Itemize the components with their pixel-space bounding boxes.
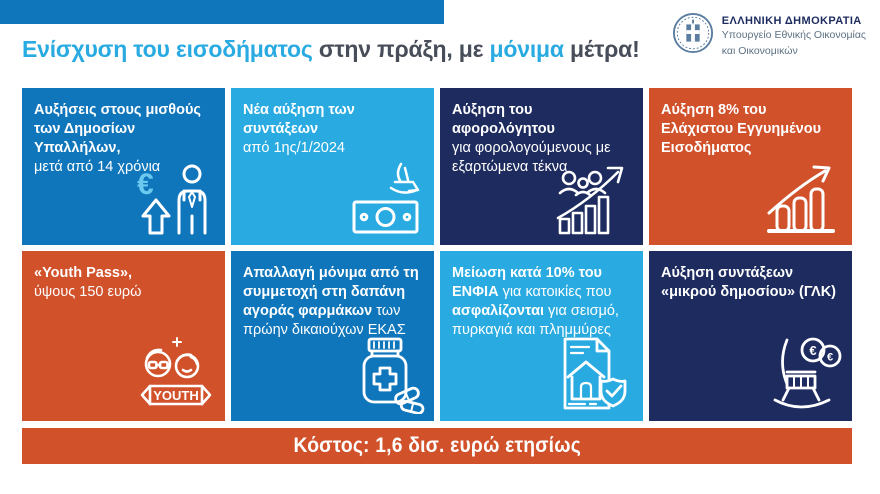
title-part-accent-2: μόνιμα [489,36,564,62]
logo-org-name: ΕΛΛΗΝΙΚΗ ΔΗΜΟΚΡΑΤΙΑ [721,15,862,27]
page-title [22,36,662,63]
svg-text:€: € [137,168,154,201]
title-part-accent-1: Ενίσχυση του εισοδήματος [22,36,313,62]
tile-text-bold: «Youth Pass», [34,265,133,281]
tile-text-normal: για σεισμό, πυρκαγιά και πλημμύρες [452,302,619,338]
tile-text-normal: των πρώην δικαιούχων ΕΚΑΣ [243,302,406,338]
title-part-dark-1: στην πράξη, με [312,36,490,62]
tile-text-normal: μετά από 14 χρόνια [34,158,161,175]
svg-text:€: € [809,343,817,358]
tile-medicine-exemption [231,251,434,421]
youth-pass-icon [136,334,216,414]
tile-pension-increase [231,88,434,245]
tile-text-normal: για κατοικίες που [502,283,612,300]
measures-grid [22,88,852,421]
tile-minimum-income [649,88,852,245]
cost-banner [22,428,852,464]
svg-text:€: € [826,351,834,364]
tile-text [661,264,840,302]
tile-text-bold: Αύξηση 8% του Ελάχιστου Εγγυημένου Εισοδήματος [661,102,822,156]
tile-youth-pass [22,251,225,421]
logo-dept-line1: Υπουργείο Εθνικής Οικονομίας [721,29,866,41]
tile-text-bold: Μείωση κατά 10% του ΕΝΦΙΑ [452,265,602,300]
youth-banner-label: YOUTH [153,388,199,403]
tile-text [452,264,631,339]
euro-person-raise-icon [136,158,216,238]
tile-text-normal: από 1ης/1/2024 [243,139,345,156]
tile-tax-free-threshold [440,88,643,245]
tile-text-bold: Αύξηση του αφορολόγητου [452,102,556,137]
tile-text-bold: ασφαλίζονται [452,302,549,319]
tile-text-normal: για φορολογούμενους με εξαρτώμενα τέκνα [452,139,611,175]
tile-text-bold: Νέα αύξηση των συντάξεων [243,102,355,137]
logo-text [722,12,866,58]
tile-text-bold: Απαλλαγή μόνιμα από τη συμμετοχή στη δαπάνη αγοράς φαρμάκων [243,265,419,319]
pension-banknote-icon [345,158,425,238]
home-insurance-icon [554,334,634,414]
tile-text-bold: Αύξηση συντάξεων «μικρού δημοσίου» (ΓΛΚ) [661,265,836,300]
logo-dept-line2: και Οικονομικών [721,44,798,57]
tile-text [243,101,422,158]
cost-banner-label: Κόστος: 1,6 δισ. ευρώ ετησίως [293,434,581,457]
tile-text [34,264,213,302]
tile-text [661,101,840,158]
tile-text-bold: Αυξήσεις στους μισθούς των Δημοσίων Υπαλλήλων, [34,102,201,156]
title-part-dark-2: μέτρα! [563,36,640,62]
tile-text-normal: ύψους 150 ευρώ [34,283,142,300]
tile-enfia-reduction [440,251,643,421]
growth-bars-arrow-icon [763,158,843,238]
tile-salary-increase [22,88,225,245]
medicine-bottle-icon [345,334,425,414]
tile-glk-pensions [649,251,852,421]
government-logo [672,12,866,58]
tile-text [243,264,422,339]
pension-chair-coins-icon [763,334,843,414]
greek-coat-of-arms-icon [672,12,714,54]
bottom-accent-bar [0,0,444,24]
family-tax-chart-icon [554,158,634,238]
